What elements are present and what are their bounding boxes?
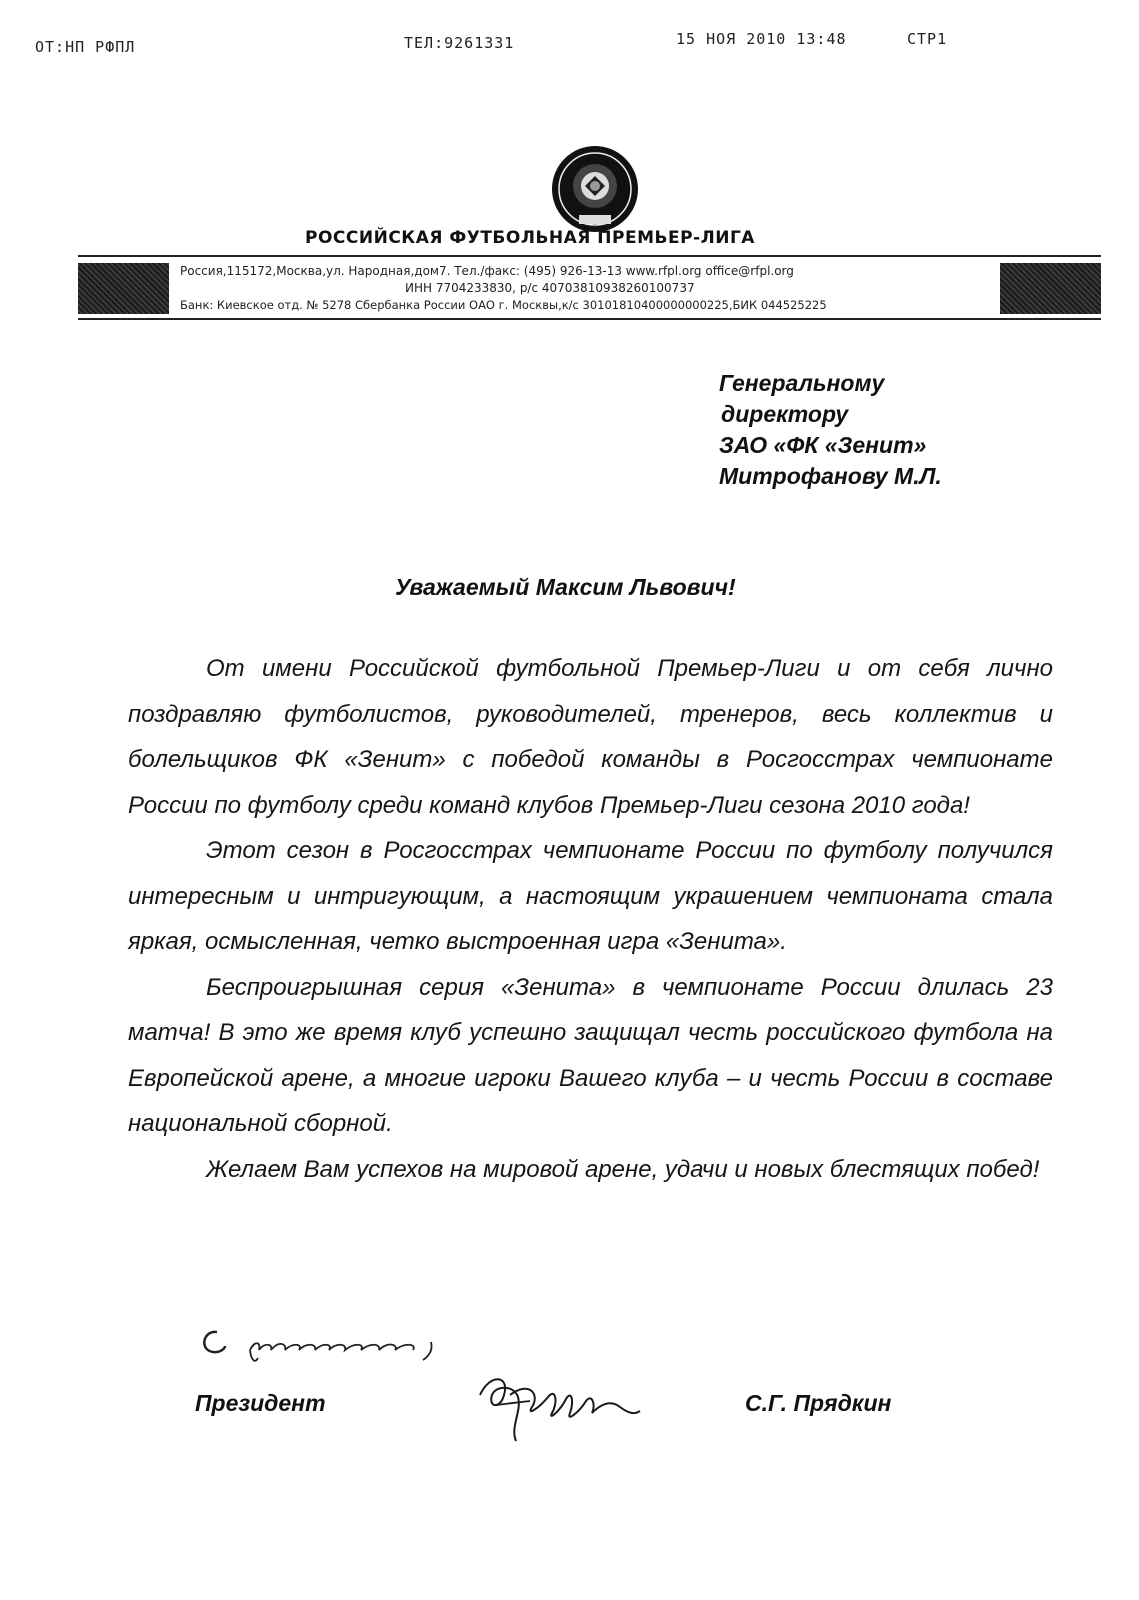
body-paragraph: Желаем Вам успехов на мировой арене, удачи и новых блестящих побед!: [206, 1155, 1040, 1183]
handwritten-closing: [195, 1320, 445, 1370]
rfpl-emblem-icon: [549, 143, 641, 235]
signatory-role: Президент: [195, 1390, 326, 1416]
recipient-line: Митрофанову М.Л.: [719, 463, 942, 489]
header-address: Россия,115172,Москва,ул. Народная,дом7. Тел./факс: (495) 926-13-13 www.rfpl.org office@rfpl.org: [180, 264, 794, 278]
header-dark-block-right: [1000, 263, 1101, 314]
fax-page-number: СТР1: [907, 30, 948, 48]
signature-icon: [470, 1355, 645, 1450]
recipient-block: [719, 368, 942, 492]
header-rule-top: [78, 255, 1101, 257]
letter-body: [128, 646, 1053, 1192]
recipient-line: директору: [721, 401, 849, 427]
header-bank: Банк: Киевское отд. № 5278 Сбербанка России ОАО г. Москвы,к/с 30101810400000000225,БИК 044525225: [180, 298, 827, 312]
header-rule-bottom: [78, 318, 1101, 320]
body-paragraph: Беспроигрышная серия «Зенита» в чемпионате России длилась 23 матча! В это же время клуб успешно защищал честь российского футбола на Европейской арене, а многие игроки Вашего клуба – и честь России в составе национальной сборной.: [128, 973, 1053, 1137]
body-paragraph: От имени Российской футбольной Премьер-Лиги и от себя лично поздравляю футболистов, руководителей, тренеров, весь коллектив и болельщиков ФК «Зенит» с победой команды в Росгосстрах чемпионате России по футболу среди команд клубов Премьер-Лиги сезона 2010 года!: [128, 655, 1053, 819]
fax-datetime: 15 НОЯ 2010 13:48: [676, 30, 847, 48]
recipient-line: Генеральному: [719, 370, 885, 396]
fax-from: ОТ:НП РФПЛ: [35, 38, 136, 56]
body-paragraph: Этот сезон в Росгосстрах чемпионате России по футболу получился интересным и интригующим, а настоящим украшением чемпионата стала яркая, осмысленная, четко выстроенная игра «Зенита».: [128, 837, 1053, 955]
header-dark-block-left: [78, 263, 169, 314]
signatory-name: С.Г. Прядкин: [745, 1390, 892, 1416]
salutation: Уважаемый Максим Львович!: [395, 574, 736, 600]
recipient-line: ЗАО «ФК «Зенит»: [719, 432, 927, 458]
org-title: РОССИЙСКАЯ ФУТБОЛЬНАЯ ПРЕМЬЕР-ЛИГА: [305, 228, 755, 248]
header-inn: ИНН 7704233830, р/с 40703810938260100737: [405, 281, 695, 295]
fax-tel: ТЕЛ:9261331: [404, 34, 515, 52]
